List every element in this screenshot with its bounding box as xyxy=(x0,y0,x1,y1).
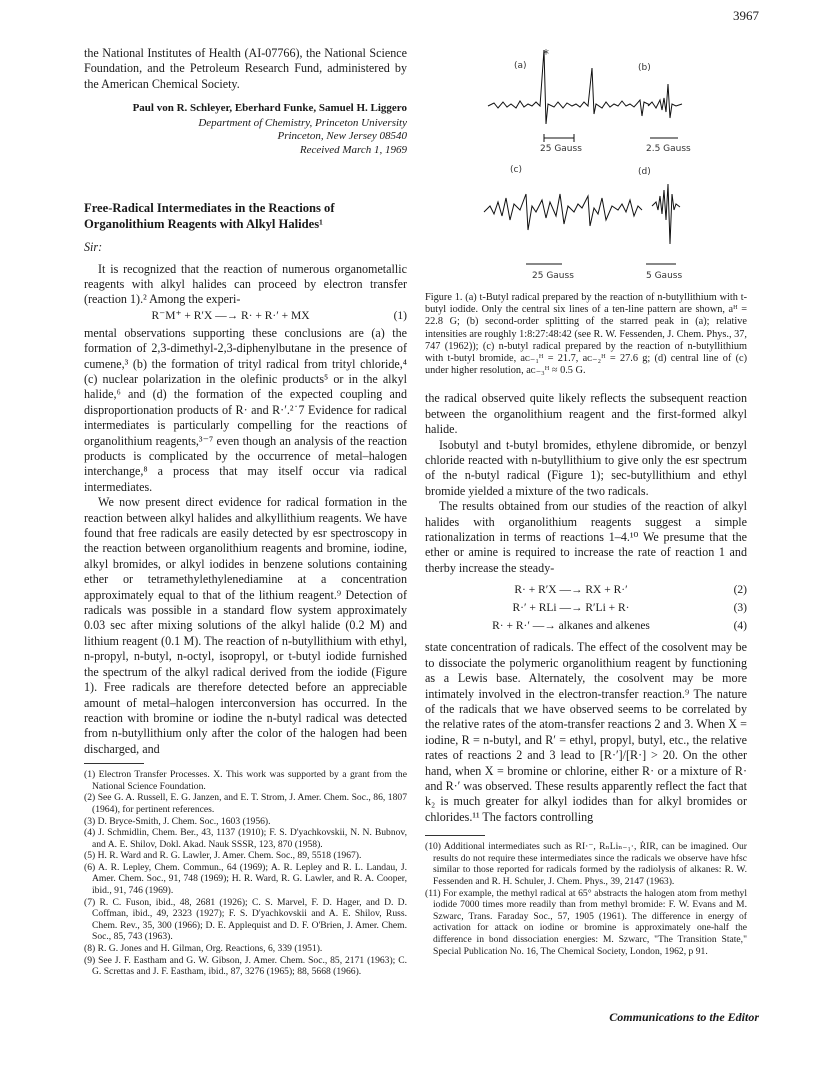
footnote: (3) D. Bryce-Smith, J. Chem. Soc., 1603 (1956). xyxy=(84,815,271,827)
footnote: (6) A. R. Lepley, Chem. Commun., 64 (1969); A. R. Lepley and R. L. Landau, J. Amer. Chem. Soc., 91, 748 (1969); H. R. Ward, R. G. Lawler, and R. A. Cooper, ibid., 91, 746 (1969). xyxy=(84,861,407,897)
scale-label-b: 2.5 Gauss xyxy=(646,144,691,154)
equation-1-number: (1) xyxy=(393,309,407,322)
panel-label-a: (a) xyxy=(514,61,527,71)
paragraph-continuation: the radical observed quite likely reflects the subsequent reaction between the organolithium reagent and the first-formed alkyl halide. xyxy=(425,391,747,437)
footnote-rule xyxy=(425,835,485,836)
equation-2-number: (2) xyxy=(733,584,747,597)
equation-1 xyxy=(84,308,407,326)
equation-2 xyxy=(425,582,747,600)
scale-label-d: 5 Gauss xyxy=(646,271,683,281)
equation-3 xyxy=(425,600,747,618)
equation-3-number: (3) xyxy=(733,602,747,615)
paragraph-discussion: state concentration of radicals. The effect of the cosolvent may be to dissociate the polymeric organolithium reagent by functioning as a Lewis base. Alternately, the cosolvent may be more intimately involved in the electron-transfer reaction.⁹ The nature of the radicals that we have observed seems to be correlated by the relative rates of the atom-transfer reactions 2 and 3. When X = iodine, R = n-butyl, and R′ = ethyl, propyl, butyl, etc., the relative rates of reactions 2 and 3 lead to [R·′]/[R·] > 20. On the other hand, when X = bromine or chlorine, either R· or a mixture of R· and R·′ was observed. These results apparently reflect the fact that k₂ is much greater for alkyl iodides than for alkyl bromides or chlorides.¹¹ The factors controlling xyxy=(425,640,747,824)
panel-label-d: (d) xyxy=(638,167,651,177)
spectrum-b-trace xyxy=(648,84,682,118)
equation-2-text: R· + R′X —→ RX + R·′ xyxy=(514,584,628,597)
scale-label-c: 25 Gauss xyxy=(532,271,574,281)
equation-3-text: R·′ + RLi —→ R′Li + R· xyxy=(512,602,630,615)
article-title: Free-Radical Intermediates in the Reactions of Organolithium Reagents with Alkyl Halides¹ xyxy=(84,201,335,231)
footnote: (4) J. Schmidlin, Chem. Ber., 43, 1137 (1910); F. S. D'yachkovskii, N. N. Bubnov, and A. E. Shilov, Dokl. Akad. Nauk SSSR, 123, 870 (1958). xyxy=(84,827,407,850)
footnote: (10) Additional intermediates such as RI·⁻, RₙLiₙ₋₁·, ṘIR, can be imagined. Our results do not require these intermediates since the radicals we observe have hfsc similar to those reported for radicals formed by the radiolysis of alkanes: R. W. Fessenden and R. H. Schuler, J. Chem. Phys., 39, 2147 (1963). xyxy=(425,841,747,887)
footnote: (5) H. R. Ward and R. G. Lawler, J. Amer. Chem. Soc., 89, 5518 (1967). xyxy=(84,850,362,862)
affiliation-2: Princeton, New Jersey 08540 xyxy=(277,130,407,143)
paragraph-evidence: We now present direct evidence for radical formation in the reaction between alkyl halides and alkyllithium reagents. We have found that free radicals are easily detected by esr spectroscopy in the reaction between organolithium reagents and bromine, iodine, alkyl bromides, or alkyl iodides in benzene solutions containing ether or tetramethylethylenediamine at a concentration approximately equal to that of the lithium reagent.⁹ Detection of radicals was possible in a standard flow system approximately 0.03 sec after mixing solutions of the alkyl halide (0.2 M) and lithium reagent (0.1 M). The reaction of n-butyllithium with ethyl, n-propyl, n-butyl, n-octyl, isopropyl, or t-butyl iodide furnished the spectrum of the alkyl radical derived from the iodide (Figure 1). Free radicals are therefore detected before an appreciable amount of metal–halogen interconversion has occurred. In the reaction with bromine or iodine the n-butyl radical was detected from n-butyllithium only after the color of the halogen had been discharged, and xyxy=(84,495,407,756)
spectrum-c-trace xyxy=(484,194,642,230)
right-column xyxy=(425,292,747,957)
scale-label-a: 25 Gauss xyxy=(540,144,582,154)
esr-spectra-figure xyxy=(470,44,720,286)
footnote-rule xyxy=(84,763,144,764)
page-number: 3967 xyxy=(733,8,759,23)
footnote: (11) For example, the methyl radical at 65° abstracts the halogen atom from methyl iodide 7000 times more readily than from methyl bromide: F. W. Evans and M. Szwarc, Trans. Faraday Soc., 57, 1905 (1961). The difference in energy of activation for attack on iodine or bromine is approximately one-half the difference in bond dissociation energies: M. Szwarc, "The Transition State," Special Publication No. 16, The Chemical Society, London, 1962, p 91. xyxy=(425,887,747,957)
footnote: (2) See G. A. Russell, E. G. Janzen, and E. T. Strom, J. Amer. Chem. Soc., 86, 1807 (1964), for pertinent references. xyxy=(84,792,407,815)
salutation: Sir: xyxy=(84,240,103,255)
footnote: (8) R. G. Jones and H. Gilman, Org. Reactions, 6, 339 (1951). xyxy=(84,943,323,955)
footnote: (9) See J. F. Eastham and G. W. Gibson, J. Amer. Chem. Soc., 85, 2171 (1963); C. G. Screttas and J. F. Eastham, ibid., 87, 3276 (1965); 88, 5668 (1966). xyxy=(84,954,407,978)
journal-section-footer: Communications to the Editor xyxy=(609,1010,759,1024)
footnote: (1) Electron Transfer Processes. X. This work was supported by a grant from the National Science Foundation. xyxy=(84,769,407,792)
panel-label-b: (b) xyxy=(638,63,651,73)
panel-label-c: (c) xyxy=(510,165,522,175)
received-date: Received March 1, 1969 xyxy=(299,143,407,156)
equation-1-text: R⁻M⁺ + R′X —→ R· + R·′ + MX xyxy=(151,309,310,322)
spectrum-d-trace xyxy=(652,184,680,244)
footnotes-left xyxy=(84,769,407,978)
equation-4 xyxy=(425,618,747,636)
authors: Paul von R. Schleyer, Eberhard Funke, Samuel H. Liggero xyxy=(132,102,407,115)
footnotes-right xyxy=(425,841,747,957)
affiliation-1: Department of Chemistry, Princeton University xyxy=(198,116,407,129)
left-column xyxy=(84,46,407,978)
figure-caption: Figure 1. (a) t-Butyl radical prepared by the reaction of n-butyllithium with t-butyl iodide. Only the central six lines of a ten-line pattern are shown, aᴴ = 22.8 G; (b) second-order splitting of the starred peak in (a); relative intensities are roughly 1:8:27:48:42 (see R. W. Fessenden, J. Chem. Phys., 37, 747 (1962)); (c) n-butyl radical prepared by the reaction of n-butyllithium with t-butyl bromide, aᴄ₋₁ᴴ = 21.7, aᴄ₋₂ᴴ = 27.6 g; (d) central line of (c) under higher resolution, aᴄ₋₃ᴴ ≈ 0.5 G. xyxy=(425,292,747,377)
paragraph-results: The results obtained from our studies of the reaction of alkyl halides with organolithium reagents suggest a simple rationalization in terms of reactions 1–4.¹⁰ We presume that the ether or amine is required to increase the rate of reaction 1 and therby increase the steady- xyxy=(425,499,747,575)
equation-4-text: R· + R·′ —→ alkanes and alkenes xyxy=(492,620,650,633)
spectrum-a-trace xyxy=(488,50,650,124)
paragraph-intro: It is recognized that the reaction of numerous organometallic reagents with alkyl halides can proceed by electron transfer (reaction 1).² Among the experi- xyxy=(84,261,407,307)
paragraph-observations: mental observations supporting these conclusions are (a) the formation of 2,3-dimethyl-2,3-diphenylbutane in the presence of cumene,³ (b) the formation of trityl radical from trityl chloride,⁴ (c) nuclear polarization in the olefinic products⁵ or in the alkyl halide,⁶ and (d) the formation of the expected coupling and disproportionation products of R· and R·′.²˙7 Evidence for radical intermediates is particularly compelling for the reactions of organolithium reagents,³⁻⁷ even though an analysis of the reaction products is complicated by the occurrence of metal–halogen interchange,⁸ a process that may itself occur via radical intermediates. xyxy=(84,325,407,494)
star-marker: * xyxy=(543,47,549,61)
acknowledgment-text: the National Institutes of Health (AI-07766), the National Science Foundation, and the Petroleum Research Fund, administered by the American Chemical Society. xyxy=(84,46,407,91)
paragraph-isobutyl: Isobutyl and t-butyl bromides, ethylene dibromide, or benzyl chloride reacted with n-butyllithium to give only the esr spectrum of the n-butyl radical (Figure 1); sec-butyllithium and ethyl bromide yielded a mixture of the two radicals. xyxy=(425,437,747,498)
equation-4-number: (4) xyxy=(733,620,747,633)
footnote: (7) R. C. Fuson, ibid., 48, 2681 (1926); C. S. Marvel, F. D. Hager, and D. D. Coffman, ibid., 49, 2323 (1927); F. S. D'yachkovskii and A. E. Shilov, Russ. Chem. Rev., 35, 300 (1966); D. E. Applequist and D. F. O'Brien, J. Amer. Chem. Soc., 85, 743 (1963). xyxy=(84,896,407,943)
